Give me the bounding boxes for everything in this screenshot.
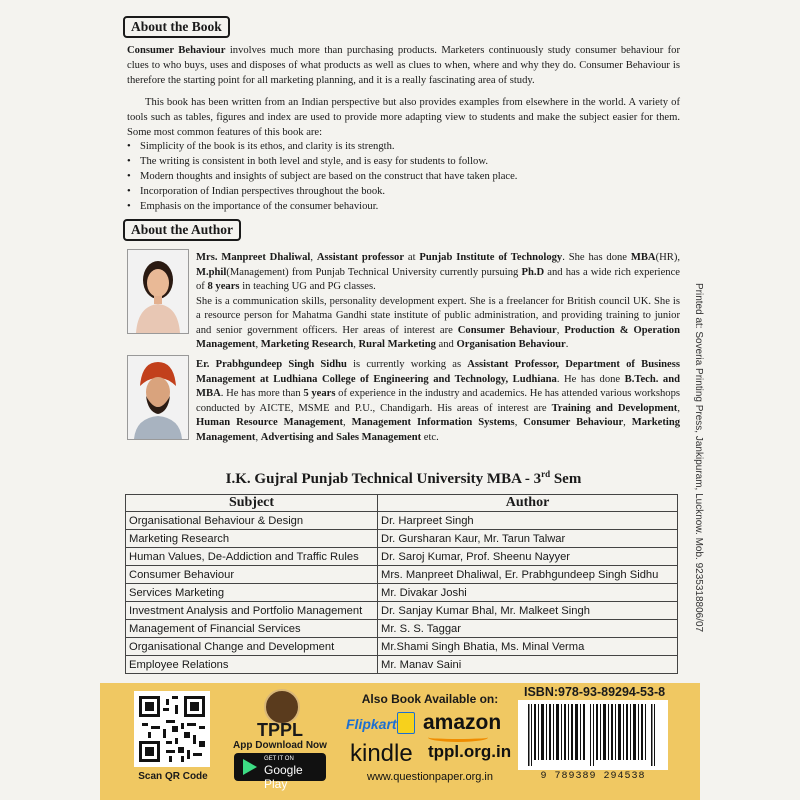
subjects-table [125, 494, 678, 674]
table-row: Services Marketing Mr. Divakar Joshi [126, 584, 678, 602]
qr-code[interactable] [134, 691, 210, 767]
questionpaper-website[interactable]: www.questionpaper.org.in [367, 771, 493, 783]
google-play-button[interactable]: GET IT ON Google Play [234, 753, 326, 781]
book-title-bold: Consumer Behaviour [127, 45, 226, 56]
table-row: Organisational Change and Development Mr.Shami Singh Bhatia, Ms. Minal Verma [126, 638, 678, 656]
author-2-bio: Er. Prabhgundeep Singh Sidhu is currently working as Assistant Professor, Department of Business Management at Ludhiana College of Engineering and Technology, Ludhiana. He has done B.Tech. and MBA. He has more than 5 years of experience in the industry and academics. He has attended various workshops conducted by AICTE, MSME and P.U., Chandigarh. His areas of interest are Training and Development, Human Resource Management, Management Information Systems, Consumer Behaviour, Marketing Management, Advertising and Sales Management etc. [196, 359, 681, 443]
about-book-para-2: This book has been written from an Indian perspective but also provides examples from elsewhere in the world. A variety of tools such as tables, figures and index are used to provide more adapting view to students and make the subject easier for them. Some most common features of this book are: [127, 97, 680, 138]
flipkart-logo[interactable]: Flipkart [346, 716, 397, 732]
flipkart-bag-icon [397, 712, 415, 734]
about-book-heading: About the Book [123, 16, 230, 38]
google-play-icon [243, 759, 257, 775]
author-2-photo [127, 355, 189, 440]
barcode-number: 9 789389 294538 [540, 771, 646, 782]
table-row: Organisational Behaviour & Design Dr. Harpreet Singh [126, 512, 678, 530]
about-book-para-1: Consumer Behaviour involves much more than purchasing products. Marketers continuously study consumer behaviour for clues to who buys, uses and disposes of what products as well as clues to when, where and why they do. Consumer Behaviour is therefore the starting point for all marketing planning, and it is a really fascinating area of study. [127, 45, 680, 86]
feature-item: • Incorporation of Indian perspectives throughout the book. [127, 184, 680, 199]
also-available-label: Also Book Available on: [361, 692, 499, 706]
tppl-label: TPPL [256, 720, 303, 740]
university-title: I.K. Gujral Punjab Technical University MBA - 3rd Sem [225, 469, 582, 487]
table-row: Consumer Behaviour Mrs. Manpreet Dhaliwal, Er. Prabhgundeep Singh Sidhu [126, 566, 678, 584]
printed-at-note: Printed at: Soveria Printing Press, Jankipuram, Lucknow. Mob. 9235318806/07 [693, 283, 704, 633]
amazon-smile-icon [428, 733, 488, 742]
subject-header: Subject [126, 495, 378, 512]
table-row: Investment Analysis and Portfolio Management Dr. Sanjay Kumar Bhal, Mr. Malkeet Singh [126, 602, 678, 620]
table-row: Management of Financial Services Mr. S. S. Taggar [126, 620, 678, 638]
feature-item: • The writing is consistent in both level and style, and is easy for students to follow. [127, 154, 680, 169]
about-author-heading: About the Author [123, 219, 241, 241]
table-row: Human Values, De-Addiction and Traffic Rules Dr. Saroj Kumar, Prof. Sheenu Nayyer [126, 548, 678, 566]
amazon-logo[interactable]: amazon [423, 711, 502, 734]
table-row: Employee Relations Mr. Manav Saini [126, 656, 678, 674]
table-row: Marketing Research Dr. Gursharan Kaur, Mr. Tarun Talwar [126, 530, 678, 548]
author-1-bio: Mrs. Manpreet Dhaliwal, Assistant professor at Punjab Institute of Technology. She has done MBA(HR), M.phil(Management) from Punjab Technical University currently pursuing Ph.D and has a wide rich experience of 8 years in teaching UG and PG classes. She is a communication skills, personality development expert. She is a freelancer for British council UK. She is a resource person for Mahatma Gandhi state institute of public administration, and providing training to junior and senior government officers. Her areas of interest are Consumer Behaviour, Production & Operation Management, Marketing Research, Rural Marketing and Organisation Behaviour. [196, 252, 680, 350]
feature-list [127, 139, 680, 214]
scan-qr-label: Scan QR Code [138, 771, 208, 782]
app-download-label: App Download Now [233, 740, 327, 751]
feature-item: • Modern thoughts and insights of subject are based on the construct that have taken place. [127, 169, 680, 184]
feature-item: • Simplicity of the book is its ethos, and clarity is its strength. [127, 139, 680, 154]
barcode [518, 700, 668, 770]
author-1-photo [127, 249, 189, 334]
author-header: Author [378, 495, 678, 512]
isbn-label: ISBN:978-93-89294-53-8 [524, 685, 666, 699]
tppl-website[interactable]: tppl.org.in [428, 742, 512, 761]
kindle-logo[interactable]: kindle [350, 740, 413, 767]
table-header-row [126, 495, 678, 512]
feature-item: • Emphasis on the importance of the consumer behaviour. [127, 199, 680, 214]
